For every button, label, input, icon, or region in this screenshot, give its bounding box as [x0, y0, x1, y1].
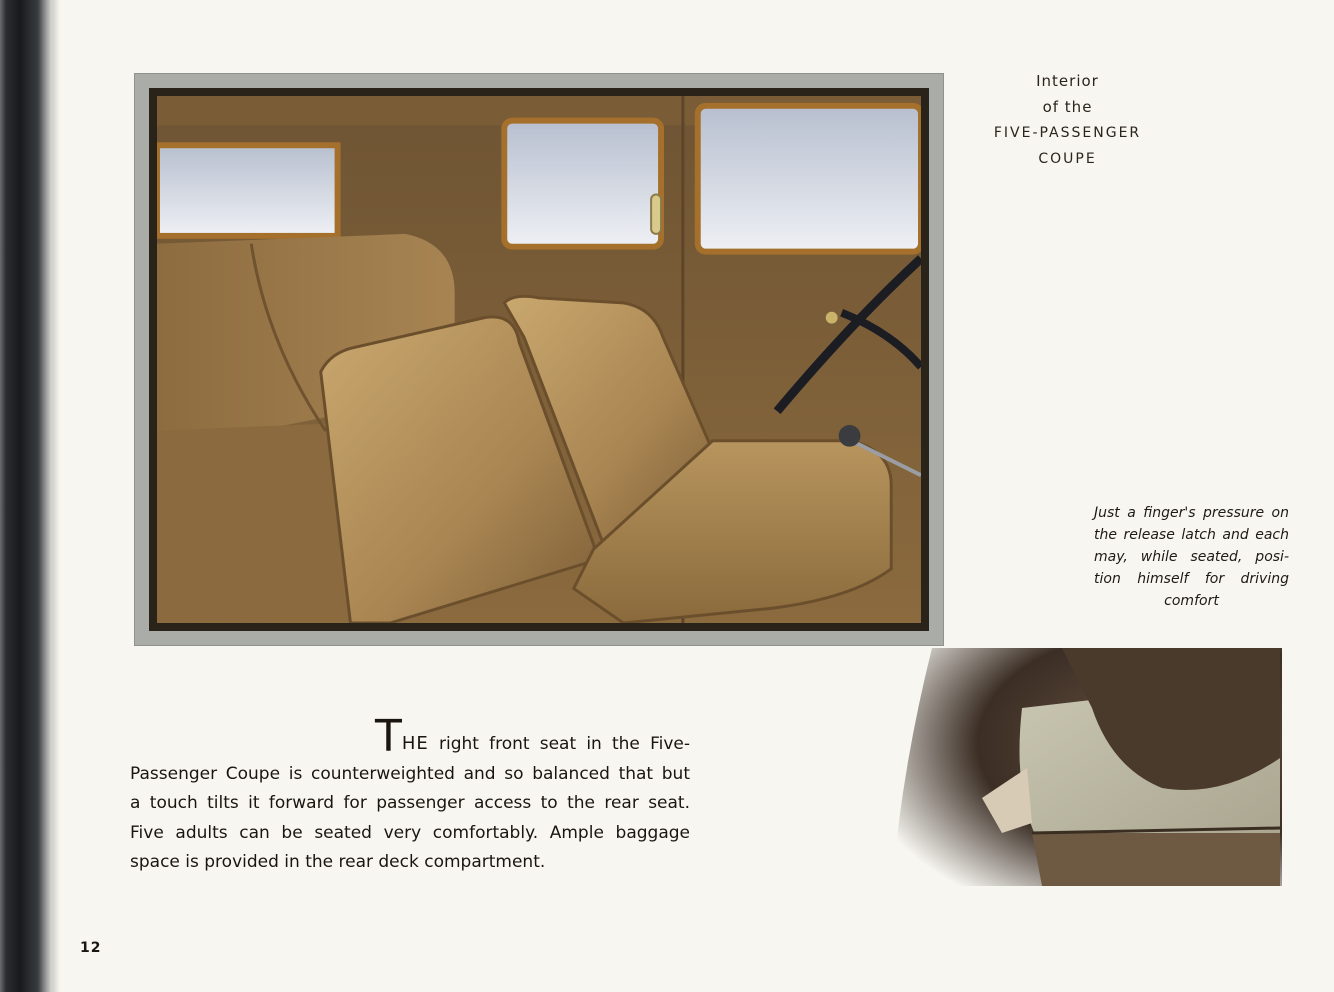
- caption-line-model: FIVE-PASSENGER: [993, 125, 1142, 141]
- detail-caption-line-3: may, while seated, posi-: [1094, 549, 1289, 565]
- caption-line-interior: Interior: [1036, 72, 1099, 90]
- caption-line-body-style: COUPE: [1038, 151, 1097, 167]
- page-number: 12: [80, 940, 102, 956]
- detail-caption-line-4: tion himself for driving: [1094, 571, 1289, 587]
- body-line-1: [130, 711, 690, 762]
- detail-caption-line-1: Just a finger's pressure on: [1094, 505, 1289, 521]
- body-line-3: a touch tilts it forward for passenger access to the rear seat.: [130, 793, 690, 813]
- book-spine: [0, 0, 52, 992]
- body-line-1-text: right front seat in the Five-: [428, 734, 690, 754]
- caption-line-of-the: of the: [1042, 98, 1093, 116]
- interior-photo-illustration: [157, 96, 921, 623]
- detail-caption: [1094, 502, 1289, 612]
- body-line-2: Passenger Coupe is counterweighted and so balanced that but: [130, 763, 690, 784]
- photo-caption: [965, 68, 1170, 172]
- detail-caption-line-5: comfort: [1164, 593, 1219, 609]
- body-paragraph: [130, 711, 690, 878]
- body-line-5: space is provided in the rear deck compartment.: [130, 852, 546, 872]
- drop-cap: T: [375, 711, 402, 762]
- seat-latch-illustration: [892, 648, 1282, 886]
- body-line-4: Five adults can be seated very comfortably. Ample baggage: [130, 822, 690, 843]
- detail-photo: [892, 648, 1282, 886]
- interior-photo: [149, 88, 929, 631]
- drop-cap-rest: HE: [401, 733, 429, 754]
- interior-photo-frame: [134, 73, 944, 646]
- page-gutter: [52, 0, 60, 992]
- detail-caption-line-2: the release latch and each: [1094, 527, 1289, 543]
